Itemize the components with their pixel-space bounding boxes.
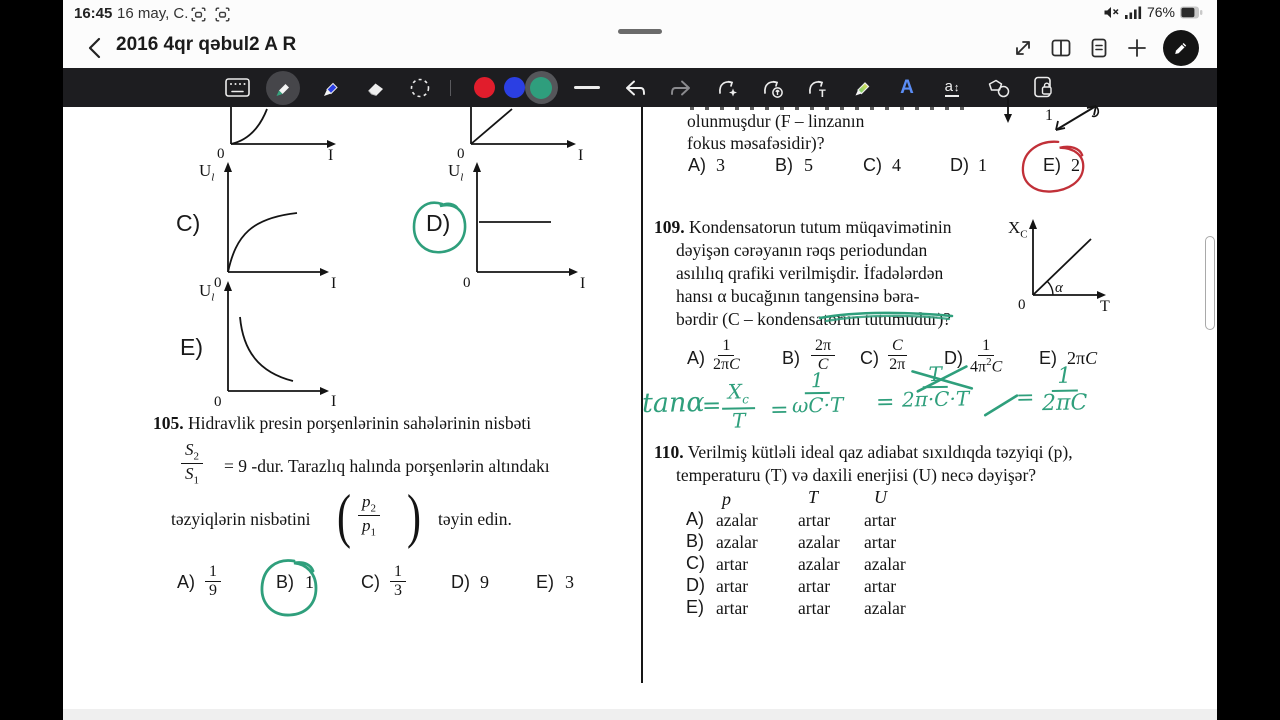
q108-line2: fokus məsafəsidir)? <box>687 133 825 153</box>
q110-row-d-u: artar <box>864 576 897 596</box>
status-time: 16:45 <box>74 5 113 22</box>
q105-answer-a-fraction: $\frac{1}{9}$ <box>205 563 221 600</box>
q105-answer-b-label: B) <box>276 572 294 592</box>
q110-line2: temperaturu (T) və daxili enerjisi (U) necə dəyişər? <box>676 465 1037 485</box>
text-style-icon[interactable]: a ↕ <box>944 77 960 95</box>
q110-row-c-t: azalar <box>798 554 840 574</box>
q110-row-d-t: artar <box>798 576 831 596</box>
q108-answer-b-label: B) <box>775 155 793 175</box>
status-bar <box>63 0 1217 28</box>
q108-answer-b-value: 5 <box>804 155 813 175</box>
q105-answer-b-value: 1 <box>305 572 314 592</box>
q105-fraction-s: $\frac{S_2}{S_1}$ <box>181 440 203 486</box>
graph-option-a <box>195 107 340 161</box>
battery-icon <box>1180 6 1203 19</box>
svg-text:I: I <box>578 147 584 161</box>
q110-row-d-p: artar <box>716 576 749 596</box>
q110-row-a-p: azalar <box>716 510 758 530</box>
option-e-label: E) <box>180 334 203 360</box>
q108-answer-a-value: 3 <box>716 155 725 175</box>
pen-to-shape-icon[interactable] <box>753 68 793 107</box>
q105-line2: = 9 -dur. Tarazlıq halında porşenlərin altındakı <box>224 456 550 476</box>
q110-row-c <box>686 553 956 575</box>
q108-answer-d-label: D) <box>950 155 969 175</box>
screen-record-icon <box>215 7 230 22</box>
q110-row-b-u: artar <box>864 532 897 552</box>
q110-row-d <box>686 575 956 597</box>
q105-line3-pre: təzyiqlərin nisbətini <box>171 509 311 529</box>
redo-icon[interactable] <box>661 68 701 107</box>
page-bottom-edge <box>63 709 1217 720</box>
graph-option-e <box>190 280 342 410</box>
undo-icon[interactable] <box>614 68 654 107</box>
q110-row-a <box>686 509 956 531</box>
q110-row-e <box>686 597 956 619</box>
graph-e-ylabel: $U_l$ <box>199 281 215 304</box>
q109-line5: bərdir (C – kondensatorun tutumudur)? <box>676 309 952 329</box>
option-d-label: D) <box>426 210 451 236</box>
q110-row-e-u: azalar <box>864 598 906 618</box>
mute-icon <box>1103 5 1120 20</box>
graph-109 <box>1002 213 1114 313</box>
hw-fraction-4: 1 2πC <box>1041 363 1088 417</box>
q110-row-e-t: artar <box>798 598 831 618</box>
hw-fraction-1: $X_c$ T <box>722 380 756 432</box>
title-bar <box>63 28 1217 68</box>
q108-line1: olunmuşdur (F – linzanın <box>687 111 865 131</box>
highlighter-tool-icon[interactable] <box>310 68 350 107</box>
svg-text:0: 0 <box>214 275 222 291</box>
q110-row-a-u: artar <box>864 510 897 530</box>
graph-option-c <box>190 160 342 292</box>
green-underline-tangens <box>816 308 958 324</box>
q109-line2: dəyişən cərəyanın rəqs periodundan <box>676 240 928 260</box>
left-bezel <box>0 0 63 720</box>
color-green-swatch-selected[interactable] <box>521 68 561 107</box>
q108-figure <box>990 98 1115 140</box>
green-circle-answer-b <box>256 556 330 622</box>
q105-answer-e-value: 3 <box>565 572 574 592</box>
q110-header-u: U <box>874 487 887 507</box>
red-circle-answer-e <box>1016 137 1098 197</box>
q105-line3-post: təyin edin. <box>438 509 512 529</box>
svg-text:T: T <box>1100 298 1110 313</box>
fullscreen-icon[interactable] <box>1011 36 1035 60</box>
q109-line4: hansı α bucağının tangensinə bəra- <box>676 286 920 306</box>
q108-answer-d-value: 1 <box>978 155 987 175</box>
graph-option-b <box>450 107 590 161</box>
option-c-label: C) <box>176 210 201 236</box>
q110-row-c-u: azalar <box>864 554 906 574</box>
q110-header-p: p <box>722 489 731 509</box>
pen-to-text-icon[interactable] <box>798 68 838 107</box>
handwritten-formula <box>639 356 1120 448</box>
clipped-text-fragments <box>690 107 965 110</box>
q105-fraction-p: $\frac{p_2}{p_1}$ <box>358 492 380 538</box>
q110-row-c-label: C) <box>686 553 705 573</box>
q108-answer-c-value: 4 <box>892 155 901 175</box>
q110-row-b-t: azalar <box>798 532 840 552</box>
scrollbar-handle[interactable] <box>1205 236 1215 330</box>
q110-row-b-label: B) <box>686 531 704 551</box>
svg-text:0: 0 <box>214 394 222 410</box>
hw-equals-3: = <box>875 389 895 416</box>
q109-answer-a-fraction: $\frac{1}{2\pi C}$ <box>713 337 740 373</box>
back-button[interactable] <box>87 37 102 59</box>
q105-paren-open: ( <box>336 483 351 549</box>
q105-paren-close: ) <box>406 483 421 549</box>
q109-answer-e-value: 2πC <box>1067 348 1098 368</box>
hw-fraction-3: T 2π·C·T <box>901 361 970 412</box>
q110-header-t: T <box>808 487 819 507</box>
q108-answer-e-label: E) <box>1043 155 1061 175</box>
svg-text:0: 0 <box>217 146 225 161</box>
smart-pen-icon[interactable] <box>708 68 748 107</box>
q109-line1: 109. Kondensatorun tutum müqavimətinin <box>654 217 952 237</box>
q105-answer-d-label: D) <box>451 572 470 592</box>
q109-line3: asılılıq qrafiki verilmişdir. İfadələrdən <box>676 263 944 283</box>
q109-answer-d-fraction: $\frac{1}{4\pi^2C}$ <box>970 337 1003 376</box>
q105-answer-e-label: E) <box>536 572 554 592</box>
q109-answer-c-fraction: $\frac{C}{2\pi}$ <box>889 337 906 373</box>
svg-text:0: 0 <box>1018 297 1026 313</box>
status-date: 16 may, C. <box>117 5 189 22</box>
q105-answer-c-fraction: $\frac{1}{3}$ <box>390 563 406 600</box>
auto-format-icon[interactable]: A <box>900 76 914 98</box>
green-circle-option-d <box>408 198 476 260</box>
svg-text:I: I <box>580 275 586 292</box>
q109-answer-c-label: C) <box>860 348 879 368</box>
q109-answer-b-fraction: $\frac{2\pi}{C}$ <box>811 337 835 374</box>
edit-pencil-button[interactable] <box>1163 30 1199 66</box>
pen-tool-icon[interactable] <box>263 68 303 107</box>
battery-percent: 76% <box>1146 4 1175 20</box>
panel-handle[interactable] <box>618 29 662 34</box>
screen-capture-icon <box>191 7 206 22</box>
svg-text:T: T <box>819 87 826 100</box>
q110-row-a-t: artar <box>798 510 831 530</box>
q110-row-b-p: azalar <box>716 532 758 552</box>
svg-text:I: I <box>328 147 334 161</box>
q105-answer-d-value: 9 <box>480 572 489 592</box>
eraser-tool-icon[interactable] <box>355 68 395 107</box>
hw-equals-4: = <box>1015 385 1035 411</box>
q109-answer-a-label: A) <box>687 348 705 368</box>
q110-row-a-label: A) <box>686 509 704 529</box>
svg-text:1: 1 <box>1045 107 1053 124</box>
q110-row-e-p: artar <box>716 598 749 618</box>
svg-text:I: I <box>331 275 337 292</box>
svg-text:0: 0 <box>463 275 471 291</box>
svg-text:α: α <box>1055 280 1063 296</box>
graph-109-ylabel: $X_C$ <box>1008 218 1028 241</box>
q110-row-c-p: artar <box>716 554 749 574</box>
q105-answer-a-label: A) <box>177 572 195 592</box>
hw-fraction-2: 1 ωC·T <box>791 367 844 418</box>
svg-text:I: I <box>331 393 337 410</box>
q110-line1: 110. Verilmiş kütləli ideal qaz adiabat sıxıldıqda təzyiqi (p), <box>654 442 1073 462</box>
q109-answer-e-label: E) <box>1039 348 1057 368</box>
graph-c-ylabel: $U_l$ <box>199 161 215 184</box>
right-bezel <box>1217 0 1280 720</box>
signal-icon <box>1125 6 1142 19</box>
stroke-width-icon[interactable] <box>567 68 607 107</box>
svg-text:0: 0 <box>457 146 465 161</box>
gradient-highlighter-icon[interactable] <box>843 68 883 107</box>
hw-equals-2: = <box>769 397 789 423</box>
q109-answer-b-label: B) <box>782 348 800 368</box>
q109-answer-d-label: D) <box>944 348 963 368</box>
hw-cancellation-strokes <box>639 356 1120 448</box>
q108-answer-e-value: 2 <box>1071 155 1080 175</box>
q108-answer-a-label: A) <box>688 155 706 175</box>
q110-row-d-label: D) <box>686 575 705 595</box>
keyboard-icon[interactable] <box>217 68 257 107</box>
q110-row-b <box>686 531 956 553</box>
document-title: 2016 4qr qəbul2 A R <box>116 34 297 55</box>
q105-line1: 105. Hidravlik presin porşenlərinin sahələrinin nisbəti <box>153 413 532 433</box>
q110-row-e-label: E) <box>686 597 704 617</box>
q108-answer-c-label: C) <box>863 155 882 175</box>
two-page-view-icon[interactable] <box>1049 36 1073 60</box>
q105-answer-c-label: C) <box>361 572 380 592</box>
hw-tan-alpha: tanα <box>641 387 705 420</box>
graph-d-ylabel: $U_l$ <box>448 161 464 184</box>
page-list-icon[interactable] <box>1087 36 1111 60</box>
hw-equals-1: = <box>701 392 722 420</box>
add-page-icon[interactable] <box>1125 36 1149 60</box>
